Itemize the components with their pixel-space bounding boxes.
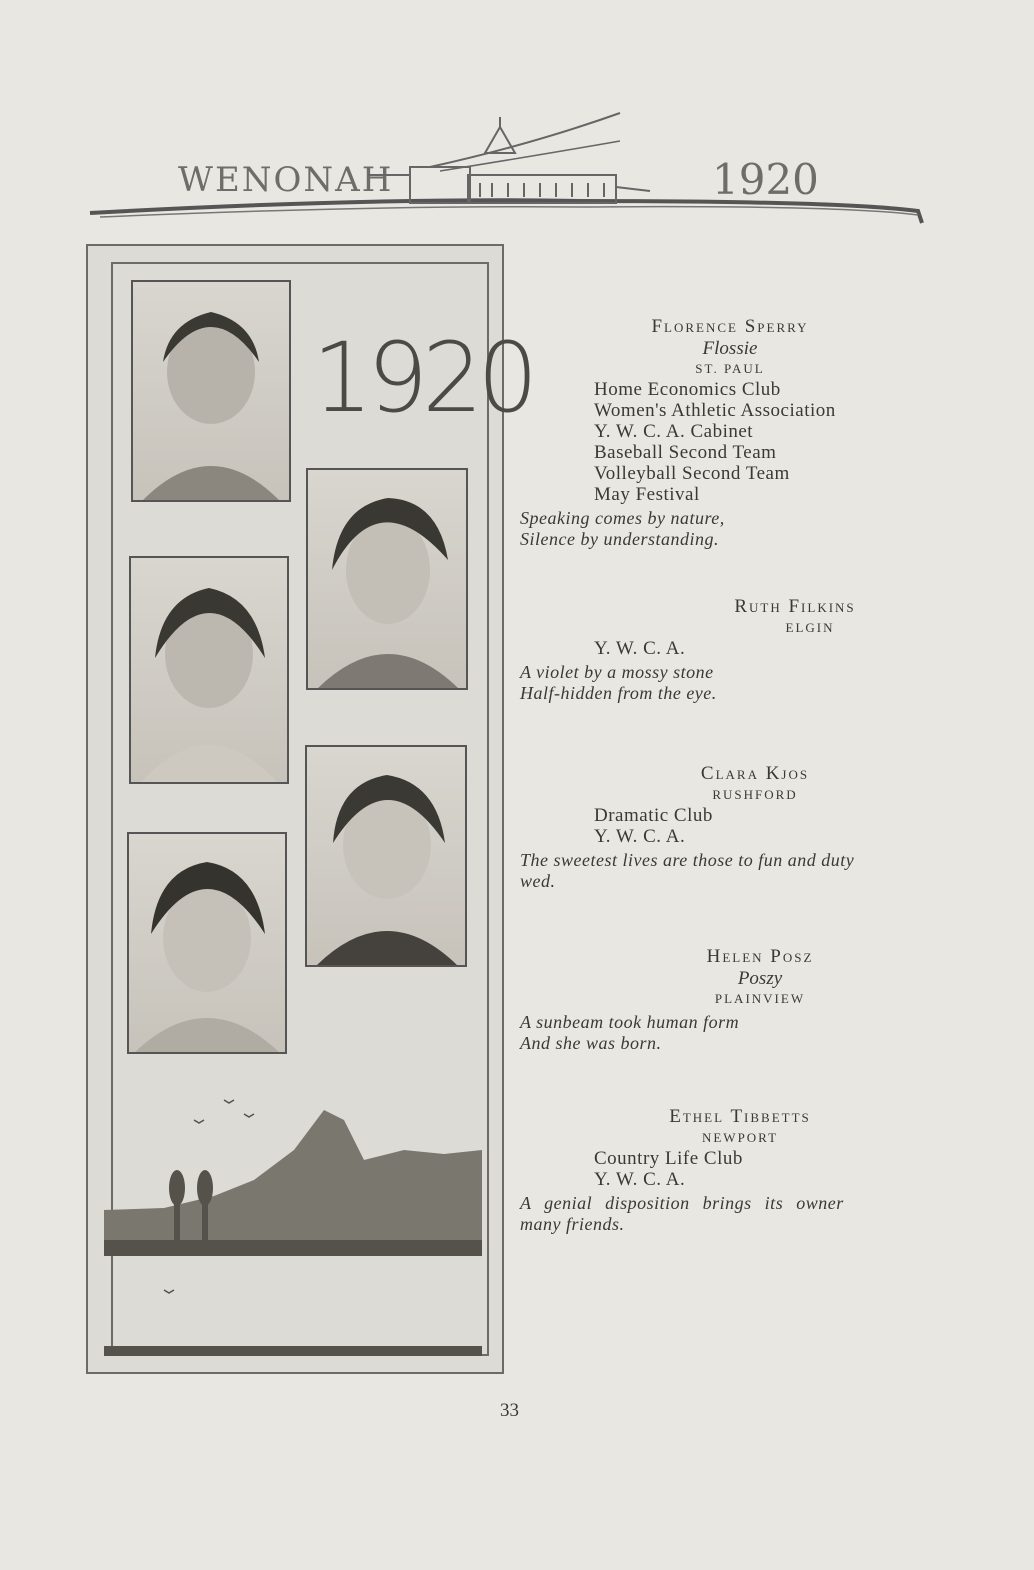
portrait-photo [129,556,289,784]
activities-list [520,638,940,659]
header-year: 1920 [712,155,819,204]
page-number: 33 [500,1400,519,1421]
activity: May Festival [594,484,700,505]
activities-list [520,805,940,847]
activity: Y. W. C. A. [594,638,686,659]
student-name: Clara Kjos [700,763,810,784]
quote-line: And she was born. [520,1033,662,1053]
quote-line: A sunbeam took human form [520,1012,740,1032]
activity: Y. W. C. A. Cabinet [594,421,754,442]
student-name: Ethel Tibbetts [669,1106,811,1127]
activity: Volleyball Second Team [594,463,790,484]
quote-line: many friends. [520,1214,625,1234]
landscape-illustration [104,1080,482,1356]
activities-list [520,1148,940,1190]
quote-line: The sweetest lives are those to fun and duty [520,850,855,870]
quote [520,508,940,550]
quote [520,1193,940,1235]
portrait-photo [127,832,287,1054]
quote [520,662,940,704]
quote-line: A genial disposition brings its owner [520,1193,844,1213]
activity: Y. W. C. A. [594,1169,686,1190]
student-hometown: NEWPORT [701,1130,779,1145]
student-hometown: ST. PAUL [695,361,765,376]
portrait-photo [305,745,467,967]
quote-line: A violet by a mossy stone [520,662,714,682]
activity: Home Economics Club [594,379,781,400]
activity: Baseball Second Team [594,442,777,463]
student-hometown: ELGIN [785,620,835,635]
quote [520,1012,940,1054]
student-name: Helen Posz [706,946,814,967]
entry-clara-kjos [520,763,940,892]
student-hometown: PLAINVIEW [714,991,806,1006]
student-nickname: Poszy [737,968,783,989]
quote-line: wed. [520,871,556,891]
school-building-ornament [80,105,930,230]
header-title: WENONAH [178,160,394,200]
activity: Dramatic Club [594,805,713,826]
entry-ethel-tibbetts [520,1106,940,1235]
quote-line: Speaking comes by nature, [520,508,725,528]
portrait-photo [306,468,468,690]
quote [520,850,940,892]
student-nickname: Flossie [702,338,758,359]
panel-year: 1920 [312,322,533,434]
activity: Country Life Club [594,1148,743,1169]
student-name: Ruth Filkins [734,596,856,617]
entry-ruth-filkins [520,596,940,704]
entry-florence-sperry [520,316,940,550]
entry-helen-posz [520,946,940,1054]
activities-list [520,379,940,505]
quote-line: Half-hidden from the eye. [520,683,717,703]
activity: Women's Athletic Association [594,400,836,421]
student-name: Florence Sperry [651,316,809,337]
portrait-photo [131,280,291,502]
student-hometown: RUSHFORD [712,787,798,802]
quote-line: Silence by understanding. [520,529,719,549]
activity: Y. W. C. A. [594,826,686,847]
